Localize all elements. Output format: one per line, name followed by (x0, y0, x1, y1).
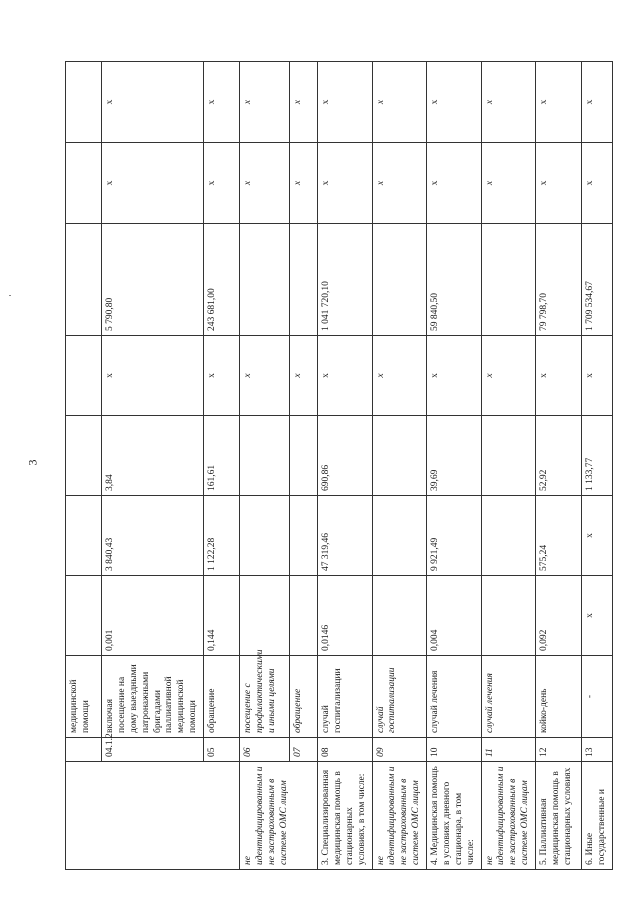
row-cost (372, 496, 427, 576)
table-row (102, 62, 204, 870)
row-per-capita: 1 133,77 (582, 416, 613, 496)
row-x3: х (536, 62, 582, 143)
row-norm: 0,004 (427, 576, 482, 656)
row-sum: 1 041 720,10 (318, 224, 373, 336)
row-x3 (66, 62, 102, 143)
row-norm: 0,001 (102, 576, 204, 656)
row-norm (66, 576, 102, 656)
row-cost: 1 122,28 (204, 496, 240, 576)
row-x2: х (536, 143, 582, 224)
table-row (372, 62, 427, 870)
row-unit: - (582, 656, 613, 738)
row-norm (481, 576, 536, 656)
row-unit: случай лечения (427, 656, 482, 738)
row-x1: х (536, 336, 582, 416)
row-unit: медицинской помощи (66, 656, 102, 738)
row-name: не идентифицированным и не застрахованным в системе ОМС лицам (240, 762, 318, 870)
row-name: не идентифицированным и не застрахованным в системе ОМС лицам (372, 762, 427, 870)
row-norm (290, 576, 318, 656)
row-sum (290, 224, 318, 336)
table-row (536, 62, 582, 870)
table-row (481, 62, 536, 870)
row-per-capita: 52,92 (536, 416, 582, 496)
row-x3: х (582, 62, 613, 143)
row-x3: х (372, 62, 427, 143)
row-norm (240, 576, 290, 656)
page-number: 3 (25, 459, 40, 466)
row-unit: обращение (204, 656, 240, 738)
row-name: 5. Паллиативная медицинская помощь в стационарных условиях (536, 762, 582, 870)
row-x3: х (427, 62, 482, 143)
row-x1: х (372, 336, 427, 416)
table-row (204, 62, 240, 870)
row-name: 6. Иные государственные и (582, 762, 613, 870)
row-x2: х (481, 143, 536, 224)
row-norm: 0,144 (204, 576, 240, 656)
row-sum: 59 840,50 (427, 224, 482, 336)
row-unit: койко-день (536, 656, 582, 738)
row-x3: х (318, 62, 373, 143)
row-unit: случай госпитализации (318, 656, 373, 738)
table-row (66, 62, 102, 870)
scan-artifact (9, 295, 11, 296)
row-x2: х (372, 143, 427, 224)
table-row (318, 62, 373, 870)
row-code: 07 (290, 738, 318, 762)
rotated-table-frame (65, 62, 607, 870)
row-x3: х (240, 62, 290, 143)
row-x3: х (102, 62, 204, 143)
row-x1 (66, 336, 102, 416)
row-per-capita (290, 416, 318, 496)
row-unit: включая посещение на дому выездными патронажными бригадами паллиативной медицинской помощи (102, 656, 204, 738)
row-x1: х (318, 336, 373, 416)
row-cost (290, 496, 318, 576)
row-x2: х (318, 143, 373, 224)
row-cost (240, 496, 290, 576)
table-row (427, 62, 482, 870)
row-sum: 79 798,70 (536, 224, 582, 336)
row-sum: 1 709 534,67 (582, 224, 613, 336)
row-name (66, 762, 240, 870)
row-per-capita (372, 416, 427, 496)
row-cost: 3 840,43 (102, 496, 204, 576)
row-unit: случай лечения (481, 656, 536, 738)
row-per-capita: 39,69 (427, 416, 482, 496)
row-per-capita (240, 416, 290, 496)
row-x2: х (290, 143, 318, 224)
row-x2 (66, 143, 102, 224)
row-x1: х (582, 336, 613, 416)
row-x3: х (290, 62, 318, 143)
row-name: 3. Специализированная медицинская помощь в стационарных условиях, в том числе: (318, 762, 373, 870)
row-cost (66, 496, 102, 576)
row-per-capita (481, 416, 536, 496)
row-unit: обращение (290, 656, 318, 738)
row-x2: х (240, 143, 290, 224)
row-x2: х (204, 143, 240, 224)
row-cost: 575,24 (536, 496, 582, 576)
row-sum: 243 681,00 (204, 224, 240, 336)
row-per-capita: 690,86 (318, 416, 373, 496)
row-x1: х (427, 336, 482, 416)
row-code: 10 (427, 738, 482, 762)
row-x2: х (582, 143, 613, 224)
row-cost: 47 319,46 (318, 496, 373, 576)
row-x2: х (427, 143, 482, 224)
row-x3: х (481, 62, 536, 143)
row-norm: х (582, 576, 613, 656)
row-sum (240, 224, 290, 336)
row-x1: х (290, 336, 318, 416)
row-code (66, 738, 102, 762)
row-code: 11 (481, 738, 536, 762)
row-code: 05 (204, 738, 240, 762)
row-per-capita: 161,61 (204, 416, 240, 496)
row-x1: х (240, 336, 290, 416)
table-row (582, 62, 613, 870)
row-code: 12 (536, 738, 582, 762)
row-name: 4. Медицинская помощь в условиях дневного стационара, в том числе: (427, 762, 482, 870)
row-sum (481, 224, 536, 336)
rotated-table-content (65, 62, 607, 870)
row-x1: х (102, 336, 204, 416)
row-sum (66, 224, 102, 336)
row-norm: 0,0146 (318, 576, 373, 656)
row-code: 08 (318, 738, 373, 762)
row-code: 04.1.2 (102, 738, 204, 762)
row-per-capita (66, 416, 102, 496)
row-unit: посещение с профилактическими и иными целями (240, 656, 290, 738)
row-cost: х (582, 496, 613, 576)
row-sum (372, 224, 427, 336)
row-code: 13 (582, 738, 613, 762)
row-cost: 9 921,49 (427, 496, 482, 576)
row-cost (481, 496, 536, 576)
row-name: не идентифицированным и не застрахованным в системе ОМС лицам (481, 762, 536, 870)
row-sum: 5 790,80 (102, 224, 204, 336)
row-code: 06 (240, 738, 290, 762)
budget-table (65, 61, 613, 870)
table-row (290, 62, 318, 870)
row-norm (372, 576, 427, 656)
row-x1: х (204, 336, 240, 416)
row-x2: х (102, 143, 204, 224)
row-norm: 0,092 (536, 576, 582, 656)
row-code: 09 (372, 738, 427, 762)
row-unit: случай госпитализации (372, 656, 427, 738)
row-x1: х (481, 336, 536, 416)
row-per-capita: 3,84 (102, 416, 204, 496)
row-x3: х (204, 62, 240, 143)
table-row (240, 62, 290, 870)
